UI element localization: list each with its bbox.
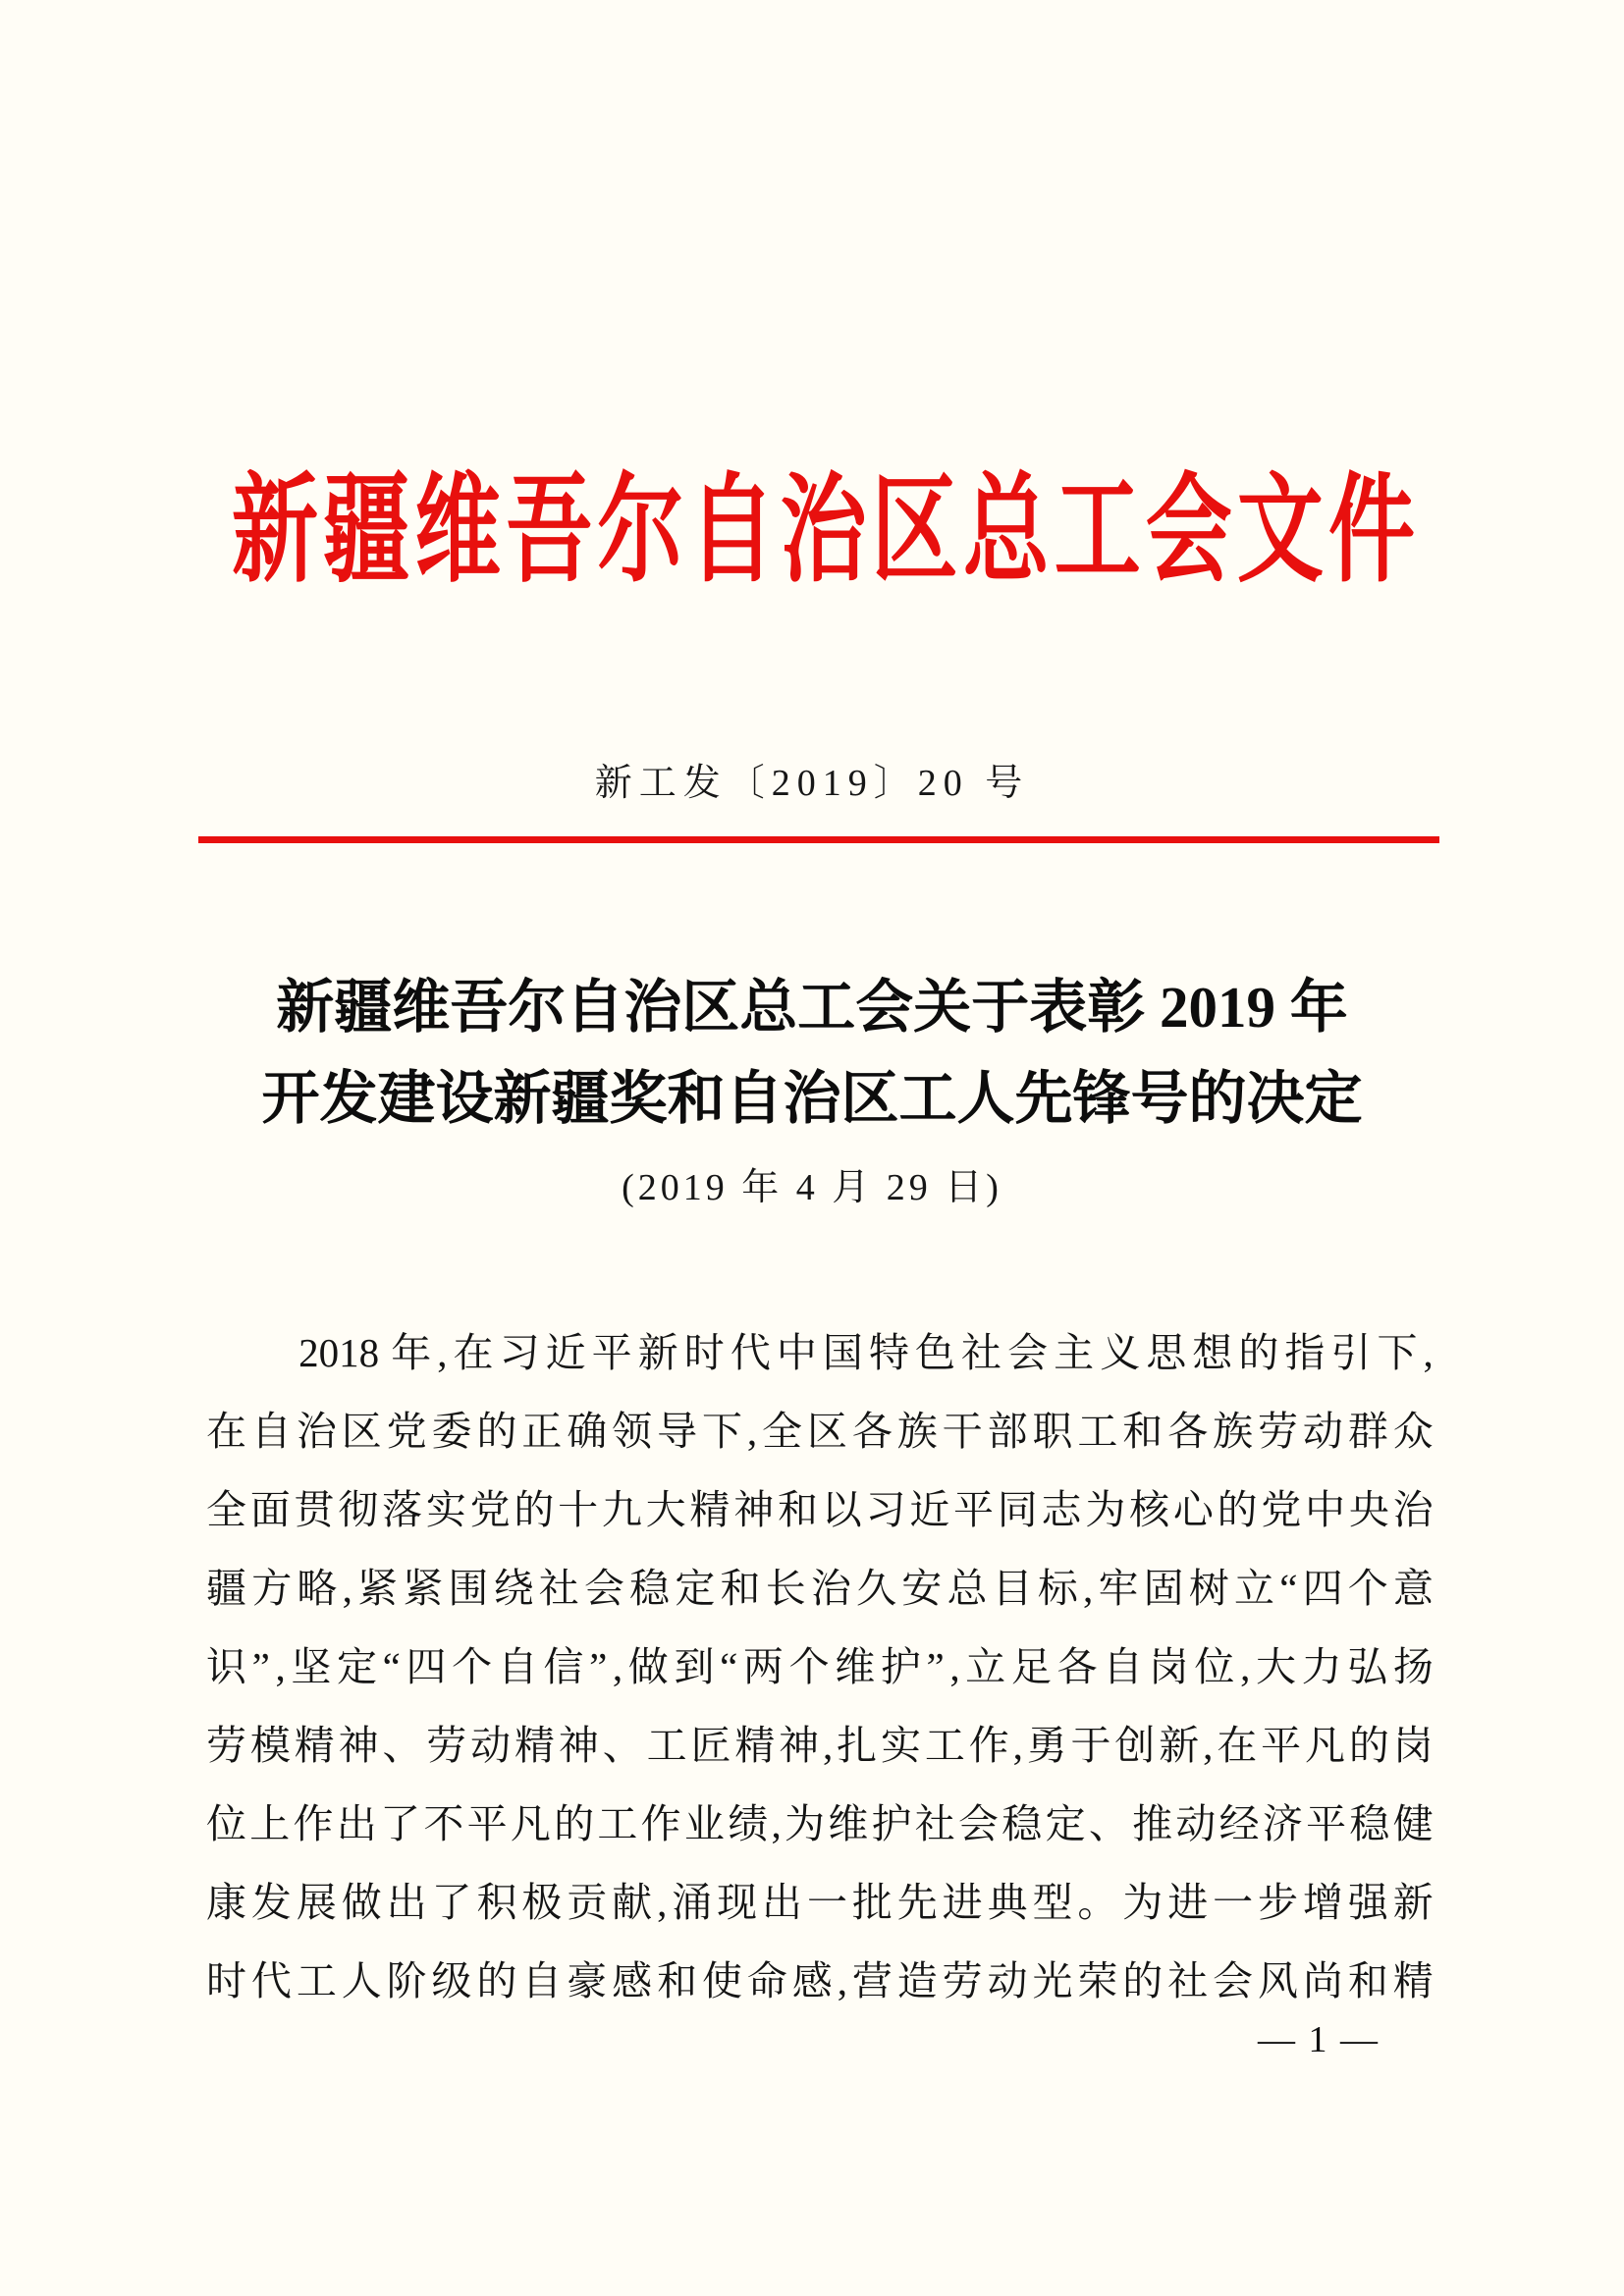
body-line: 全 面 贯 彻 落 实 党 的 十 九 大 精 神 和 以 习 近 平 同 志 为 核 心 的 党 中 央 治 xyxy=(206,1487,1434,1532)
document-number: 新工发〔2019〕20 号 xyxy=(594,763,1030,804)
document-title-line-1: 新疆维吾尔自治区总工会关于表彰 2019 年 xyxy=(276,975,1348,1040)
page-number: — 1 — xyxy=(1258,2019,1380,2060)
body-line: 在 自 治 区 党 委 的 正 确 领 导 下 , 全 区 各 族 干 部 职 工 和 各 族 劳 动 群 众 xyxy=(206,1409,1434,1454)
body-line: 识 ” , 坚 定 “ 四 个 自 信 ” , 做 到 “ 两 个 维 护 ” , 立 足 各 自 岗 位 , 大 力 弘 扬 xyxy=(206,1644,1434,1689)
document-title xyxy=(0,962,1624,1145)
body-line: 康 发 展 做 出 了 积 极 贡 献 , 涌 现 出 一 批 先 进 典 型 。 为 进 一 步 增 强 新 xyxy=(206,1880,1434,1925)
body-paragraph xyxy=(206,1313,1434,2020)
masthead-title: 新 疆 维 吾 尔 自 治 区 总 工 会 文 件 xyxy=(232,467,1415,598)
body-line: 劳 模 精 神 、 劳 动 精 神 、 工 匠 精 神 , 扎 实 工 作 , 勇 于 创 新 , 在 平 凡 的 岗 xyxy=(206,1723,1434,1768)
document-title-line-2: 开发建设新疆奖和自治区工人先锋号的决定 xyxy=(261,1066,1363,1131)
red-separator-rule xyxy=(198,836,1439,843)
body-line: 2018 年 , 在 习 近 平 新 时 代 中 国 特 色 社 会 主 义 思 想 的 指 引 下 , xyxy=(298,1330,1434,1375)
body-line: 位 上 作 出 了 不 平 凡 的 工 作 业 绩 , 为 维 护 社 会 稳 定 、 推 动 经 济 平 稳 健 xyxy=(206,1801,1434,1846)
body-line: 疆 方 略 , 紧 紧 围 绕 社 会 稳 定 和 长 治 久 安 总 目 标 , 牢 固 树 立 “ 四 个 意 xyxy=(206,1566,1434,1611)
document-date: (2019 年 4 月 29 日) xyxy=(622,1167,1002,1208)
body-line: 时 代 工 人 阶 级 的 自 豪 感 和 使 命 感 , 营 造 劳 动 光 荣 的 社 会 风 尚 和 精 xyxy=(206,1958,1434,2003)
